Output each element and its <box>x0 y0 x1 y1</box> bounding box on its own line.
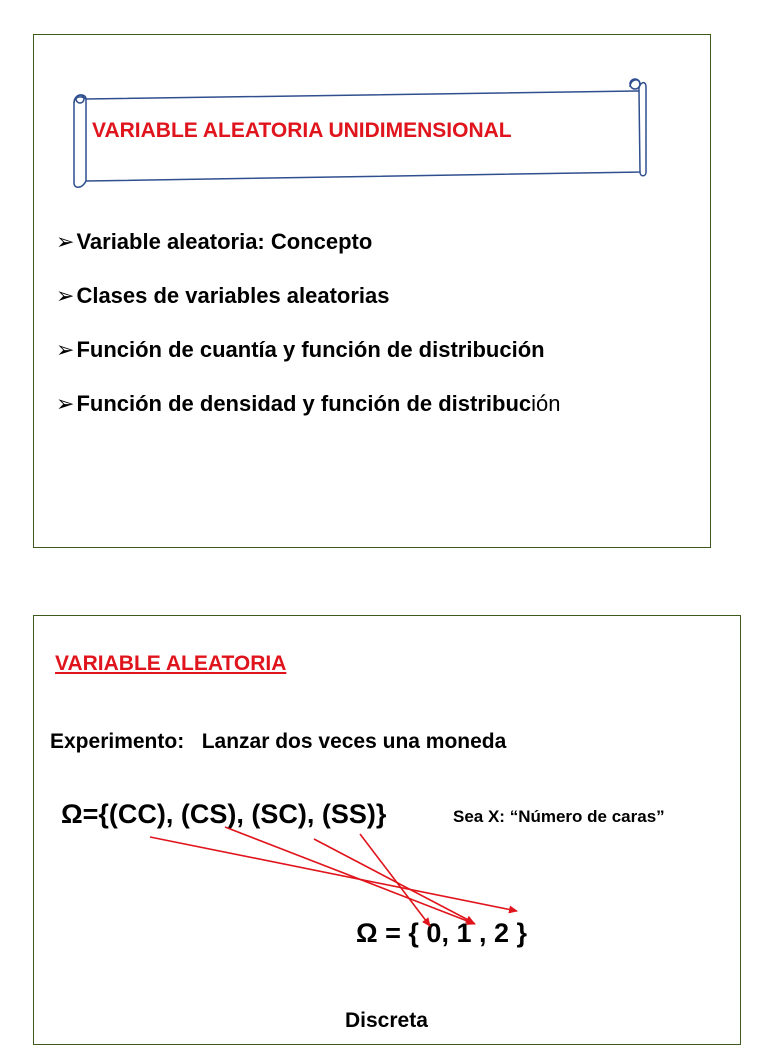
arrow-bullet-icon: ➢ <box>56 229 75 254</box>
slide-2 <box>33 615 741 1045</box>
slide-1-title: VARIABLE ALEATORIA UNIDIMENSIONAL <box>92 119 512 142</box>
bullet-text: Función de cuantía y función de distribución <box>76 337 545 362</box>
mapping-arrow-cs <box>225 827 475 924</box>
bullet-item <box>56 323 561 377</box>
arrow-bullet-icon: ➢ <box>56 283 75 308</box>
variable-range: Ω = { 0, 1 , 2 } <box>356 918 527 948</box>
bullet-text: Función de densidad y función de distribuc <box>76 391 532 416</box>
experiment-text: Experimento: Lanzar dos veces una moneda <box>50 730 507 753</box>
bullet-list <box>56 215 561 431</box>
mapping-arrow-ss <box>360 834 430 926</box>
slide-2-title: VARIABLE ALEATORIA <box>55 652 287 675</box>
arrow-bullet-icon: ➢ <box>56 337 75 362</box>
bullet-item <box>56 377 561 431</box>
mapping-arrow-cc <box>150 837 517 911</box>
mapping-arrows <box>34 616 742 1046</box>
bullet-text-tail: ión <box>531 391 561 416</box>
bullet-text: Variable aleatoria: Concepto <box>76 229 373 254</box>
bullet-item <box>56 269 561 323</box>
arrow-bullet-icon: ➢ <box>56 391 75 416</box>
bullet-text: Clases de variables aleatorias <box>76 283 390 308</box>
bullet-item <box>56 215 561 269</box>
mapping-arrow-sc <box>314 839 474 923</box>
slide-1 <box>33 34 711 548</box>
sample-space: Ω={(CC), (CS), (SC), (SS)} <box>61 799 387 829</box>
variable-type-label: Discreta <box>345 1009 428 1032</box>
variable-definition: Sea X: “Número de caras” <box>453 807 665 826</box>
